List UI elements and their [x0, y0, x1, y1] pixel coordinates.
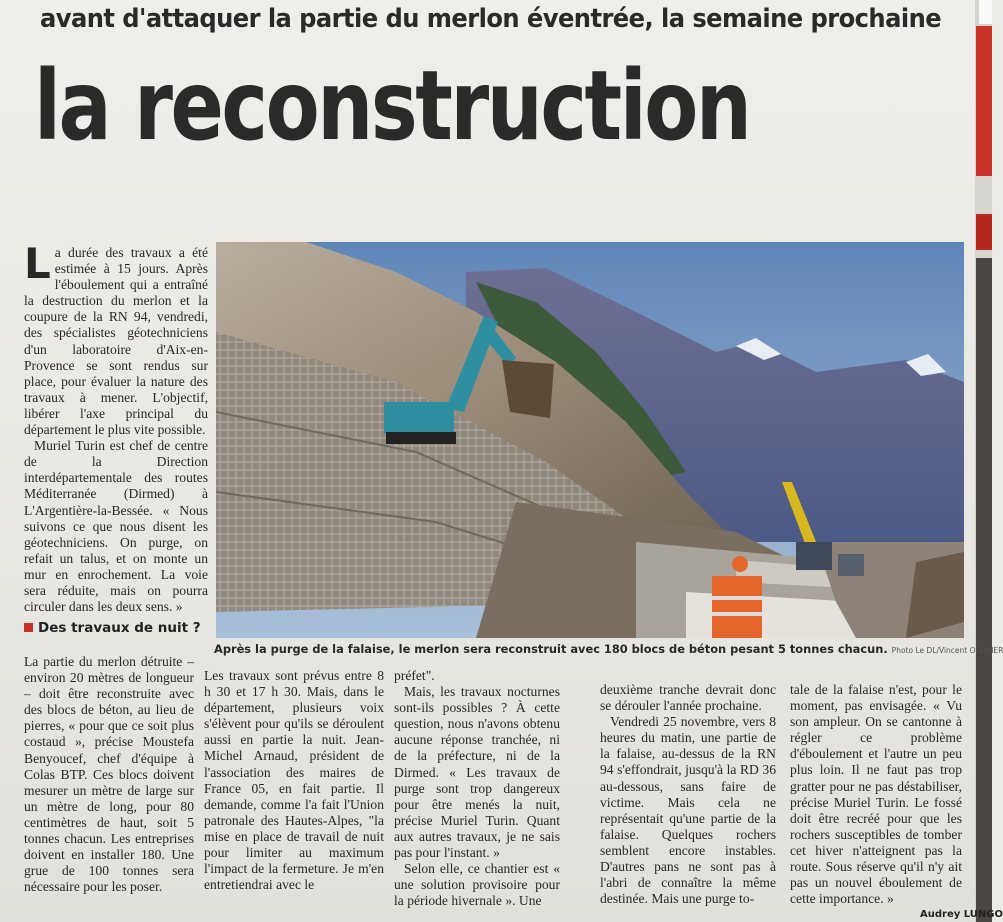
article-photo [216, 242, 964, 638]
subhead-text: Des travaux de nuit ? [38, 620, 201, 636]
column-2 [204, 668, 384, 893]
column-4 [600, 682, 776, 907]
red-square-icon [24, 623, 33, 632]
byline: Audrey LUNGO [920, 909, 1003, 920]
adjacent-page-block [979, 0, 992, 24]
column-4-text-a: deuxième tranche devrait donc se dérouler l'année prochaine. [600, 682, 776, 714]
photo-caption [214, 642, 1003, 656]
column-5-text: tale de la falaise n'est, pour le moment, pas envisagée. « Vu son ampleur. On se cantonne à régler ce problème d'éboulement et l'autre un peu plus loin. Il ne faut pas trop gratter pour ne pas déstabiliser, précise Muriel Turin. Le fossé doit être recréé pour que les rochers susceptibles de tomber cet hiver n'atteignent pas la route. Sous réserve qu'il n'y ait pas un nouvel éboulement de cette importance. » [790, 682, 962, 907]
photo-credit: Photo Le DL/Vincent OLLIVIER [891, 646, 1003, 655]
main-headline: la reconstruction [34, 50, 750, 162]
column-1-text: La partie du merlon détruite – environ 20 mètres de longueur – doit être reconstruite avec des blocs de béton, au lieu de pierres, « pour que ce soit plus costaud », précise Moustefa Benyoucef, chef d'équipe à Colas BTP. Ces blocs doivent mesurer un mètre de large sur un mètre de long, pour 80 centimètres de haut, soit 5 tonnes chacun. Les entreprises doivent en installer 180. Une grue de 100 tonnes sera nécessaire pour les poser. [24, 654, 194, 895]
intro-paragraph-2: Muriel Turin est chef de centre de la Direction interdépartementale des routes Méditerranée (Dirmed) à L'Argentière-la-Bessée. « Nous suivons ce que nous disent les géotechniciens. On purge, on refait un talus, et on monte un mur en enrochement. La voie sera réduite, mais on pourra circuler dans les deux sens. » [24, 438, 208, 615]
section-subhead [24, 620, 201, 636]
column-3-text-c: Selon elle, ce chantier est « une solution provisoire pour la période hivernale ». Une [394, 861, 560, 909]
column-1 [24, 654, 194, 895]
column-3-text-b: Mais, les travaux nocturnes sont-ils possibles ? À cette question, nous n'avons obtenu aucune réponse tranchée, ni de la préfecture, ni de la Dirmed. « Les travaux de purge sont trop dangereux pour être menés la nuit, précise Muriel Turin. Quant aux autres travaux, je ne sais pas pour l'instant. » [394, 684, 560, 861]
intro-paragraph-1: a durée des travaux a été estimée à 15 jours. Après l'éboulement qui a entraîné la destruction du merlon et la coupure de la RN 94, vendredi, des spécialistes géotechniciens d'un laboratoire d'Aix-en-Provence se sont rendus sur place, pour évaluer la nature des travaux à mener. L'objectif, libérer l'axe principal du département le plus vite possible. [24, 245, 208, 438]
column-2-text: Les travaux sont prévus entre 8 h 30 et 17 h 30. Mais, dans le département, plusieurs voix s'élèvent pour qu'ils se déroulent aussi en partie la nuit. Jean-Michel Arnaud, président de l'association des maires de France 05, en fait partie. Il demande, comme l'a fait l'Union patronale des Hautes-Alpes, "la mise en place de travail de nuit pour limiter au maximum l'impact de la fermeture. Je m'en entretiendrai avec le [204, 668, 384, 893]
caption-text: Après la purge de la falaise, le merlon sera reconstruit avec 180 blocs de béton pesant 5 tonnes chacun. [214, 642, 888, 656]
column-3-text-a: préfet". [394, 668, 435, 683]
kicker-headline: avant d'attaquer la partie du merlon éventrée, la semaine prochaine [40, 4, 942, 34]
column-5 [790, 682, 962, 907]
construction-site-photo [216, 242, 964, 638]
adjacent-page-photo [976, 258, 992, 922]
column-4-text-b: Vendredi 25 novembre, vers 8 heures du matin, une partie de la falaise, au-dessus de la RN 94 s'effondrait, jusqu'à la RD 36 au-dessous, sans faire de victime. Mais cela ne représentait qu'une partie de la falaise. Quelques rochers semblent encore instables. D'autres pans ne sont pas à l'abri de connaître la même destinée. Mais une purge to- [600, 714, 776, 907]
intro-column [24, 239, 208, 615]
adjacent-page-red-block [976, 26, 992, 176]
dropcap: L [24, 239, 51, 288]
column-3 [394, 668, 560, 909]
adjacent-page-red-label [976, 214, 992, 250]
